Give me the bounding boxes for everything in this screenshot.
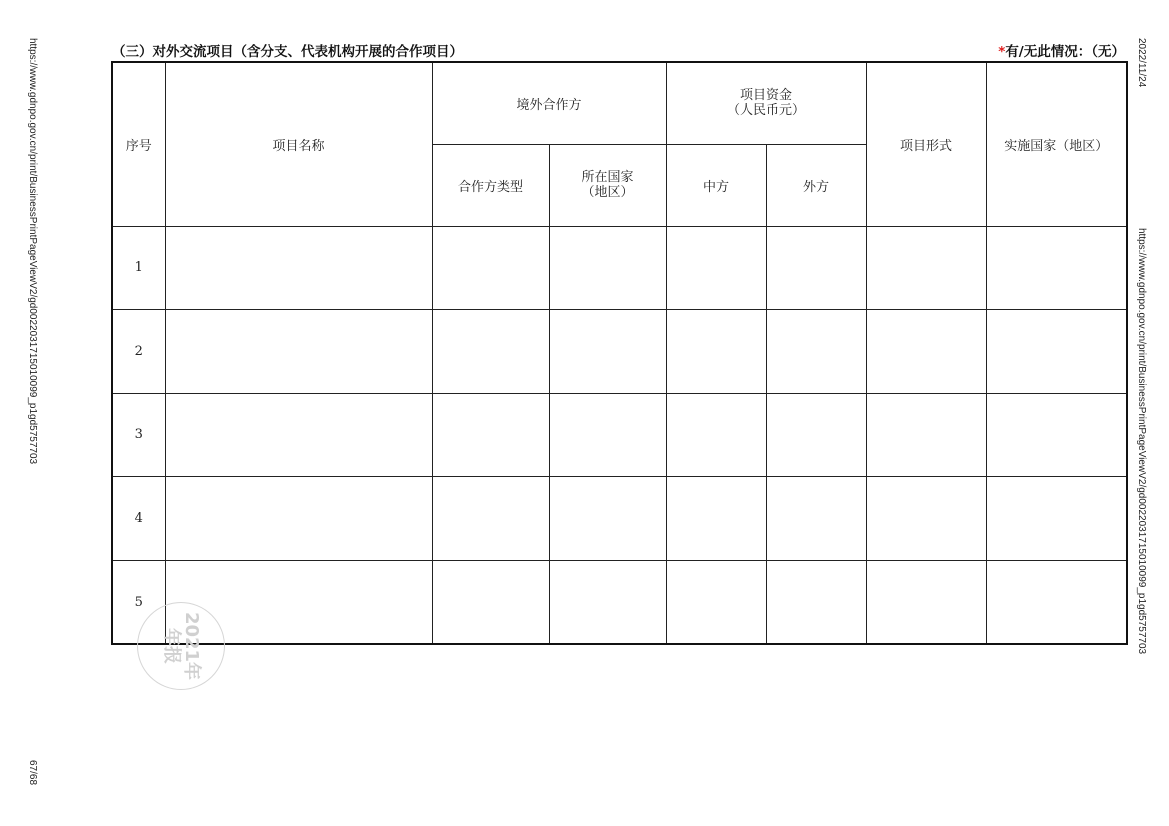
- cell: [666, 310, 766, 394]
- header-partner-type: 合作方类型: [432, 144, 549, 226]
- cell: [549, 477, 666, 561]
- header-funding-line1: 项目资金: [740, 88, 793, 104]
- header-project-name: 项目名称: [165, 62, 432, 226]
- header-partner-country: [549, 144, 666, 226]
- stamp-line1: 2021年: [180, 611, 202, 681]
- table-row: [112, 310, 1127, 394]
- cell: [666, 393, 766, 477]
- cell: [165, 310, 432, 394]
- table-row: [112, 560, 1127, 644]
- header-funding: [666, 62, 866, 144]
- cell: [666, 560, 766, 644]
- cell: [766, 477, 866, 561]
- cell: [986, 310, 1127, 394]
- cell: [432, 560, 549, 644]
- cell: [432, 477, 549, 561]
- row-seq: 3: [112, 393, 165, 477]
- cell: [666, 226, 766, 310]
- cell: [866, 393, 986, 477]
- cell: [986, 560, 1127, 644]
- stamp-line2: 年报: [160, 627, 182, 664]
- cell: [866, 560, 986, 644]
- table-row: [112, 477, 1127, 561]
- cell: [986, 226, 1127, 310]
- cell: [165, 226, 432, 310]
- cell: [165, 477, 432, 561]
- cell: [432, 310, 549, 394]
- section-title: （三）对外交流项目（含分支、代表机构开展的合作项目）: [112, 44, 463, 60]
- header-foreign-side: 外方: [766, 144, 866, 226]
- status-indicator: [998, 40, 1125, 60]
- cell: [766, 393, 866, 477]
- cell: [766, 310, 866, 394]
- header-partner-country-line1: 所在国家: [581, 170, 634, 185]
- header-project-form: 项目形式: [866, 62, 986, 226]
- row-seq: 1: [112, 226, 165, 310]
- print-date: 2022/11/24: [1136, 38, 1147, 88]
- exchange-projects-table: [111, 61, 1128, 645]
- status-text: 有/无此情况：（无）: [1005, 44, 1125, 60]
- header-partner-group: 境外合作方: [432, 62, 666, 144]
- header-chinese-side: 中方: [666, 144, 766, 226]
- table-row: [112, 393, 1127, 477]
- page-number: 67/68: [27, 760, 38, 786]
- cell: [549, 560, 666, 644]
- table-row: [112, 226, 1127, 310]
- cell: [986, 393, 1127, 477]
- cell: [432, 226, 549, 310]
- cell: [866, 226, 986, 310]
- print-url-right: https://www.gdnpo.gov.cn/print/BusinessPrintPageViewV2/gd0022031715010099_p1gd5757703: [1136, 228, 1147, 655]
- cell: [866, 310, 986, 394]
- header-implementing-country: 实施国家（地区）: [986, 62, 1127, 226]
- print-url-left: https://www.gdnpo.gov.cn/print/BusinessPrintPageViewV2/gd0022031715010099_p1gd5757703: [27, 38, 38, 465]
- cell: [165, 393, 432, 477]
- cell: [549, 226, 666, 310]
- cell: [766, 226, 866, 310]
- header-partner-country-line2: （地区）: [581, 185, 634, 200]
- row-seq: 2: [112, 310, 165, 394]
- annual-report-stamp: [137, 602, 225, 690]
- cell: [432, 393, 549, 477]
- cell: [549, 310, 666, 394]
- header-seq: 序号: [112, 62, 165, 226]
- header-funding-line2: （人民币元）: [727, 103, 806, 119]
- cell: [766, 560, 866, 644]
- cell: [666, 477, 766, 561]
- cell: [986, 477, 1127, 561]
- row-seq: 4: [112, 477, 165, 561]
- stamp-text: [161, 612, 201, 680]
- required-mark: *: [998, 44, 1006, 60]
- cell: [549, 393, 666, 477]
- row-seq: 5: [112, 560, 165, 644]
- cell: [866, 477, 986, 561]
